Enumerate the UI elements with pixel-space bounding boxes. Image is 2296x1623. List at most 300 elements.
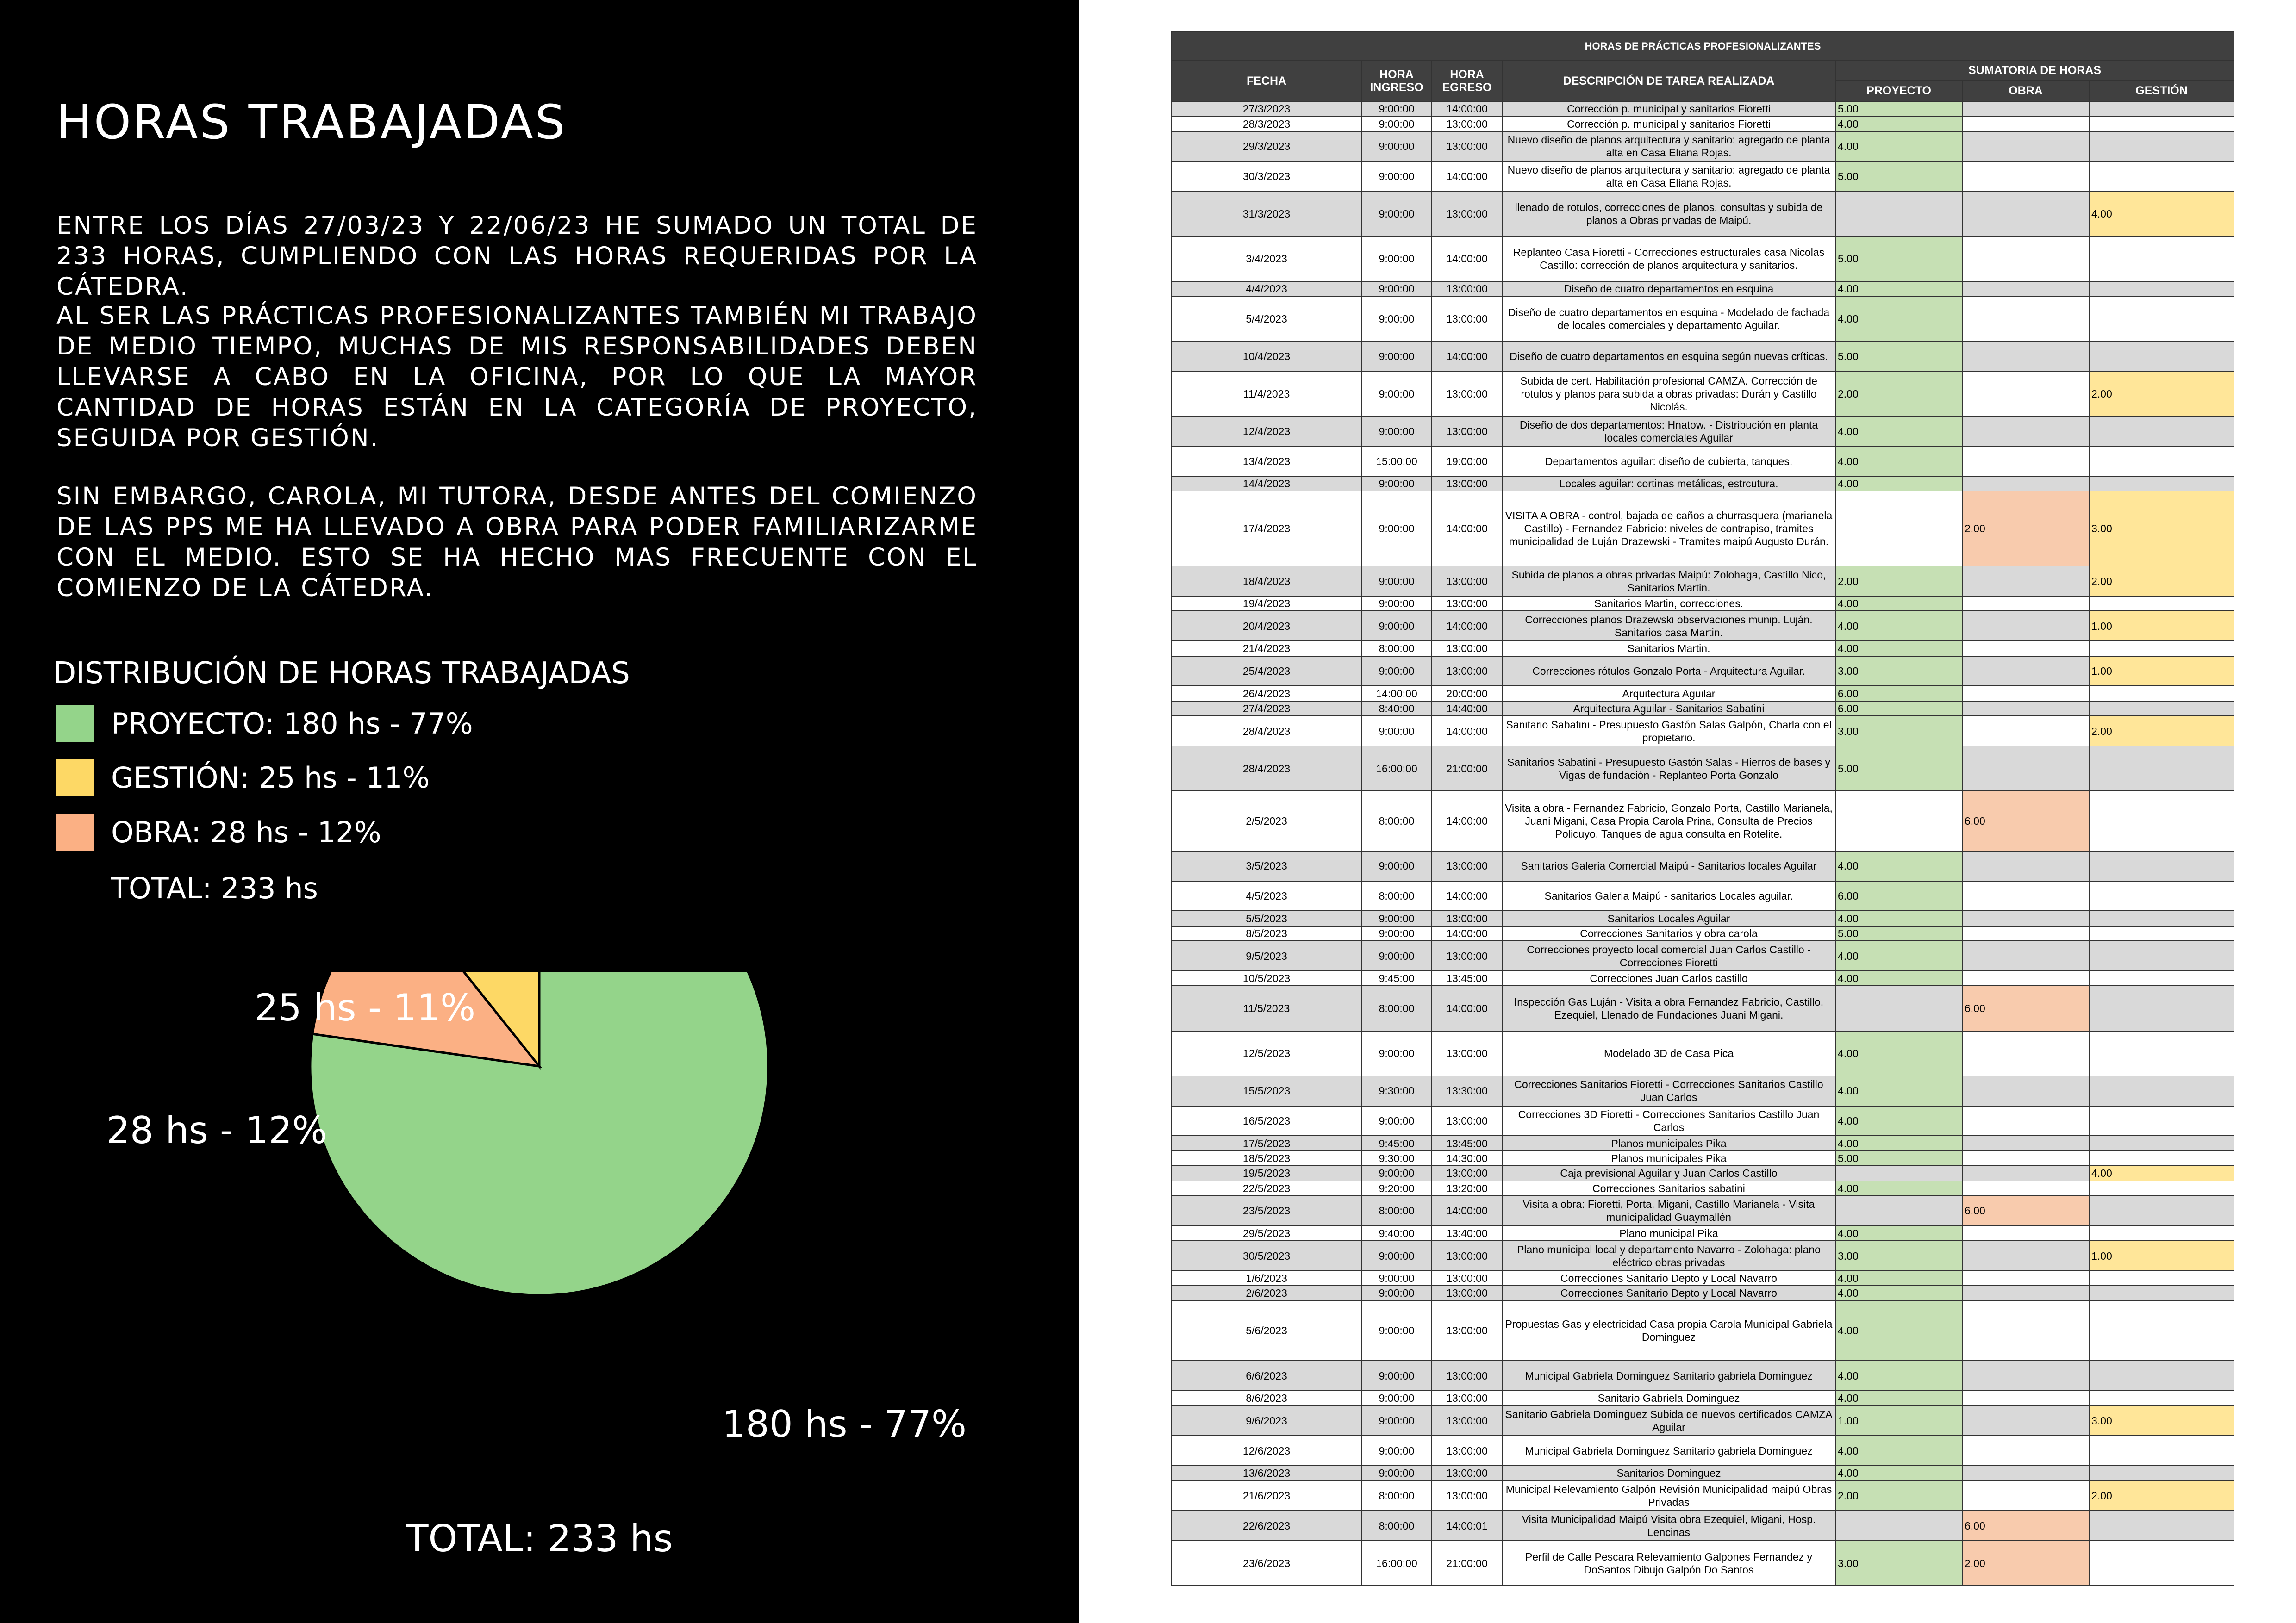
cell-ingreso: 8:00:00 — [1361, 1511, 1432, 1541]
table-row — [1172, 851, 2234, 881]
table-row — [1172, 1166, 2234, 1181]
table-row — [1172, 341, 2234, 371]
cell-descripcion: Correcciones Sanitarios sabatini — [1502, 1181, 1835, 1196]
cell-proyecto: 2.00 — [1835, 566, 1962, 596]
cell-obra — [1962, 1031, 2089, 1076]
cell-gestion — [2089, 596, 2234, 611]
cell-descripcion: Subida de planos a obras privadas Maipú: Zolohaga, Castillo Nico, Sanitarios Martin. — [1502, 566, 1835, 596]
cell-fecha: 22/5/2023 — [1172, 1181, 1361, 1196]
table-row — [1172, 296, 2234, 341]
table-row — [1172, 281, 2234, 296]
cell-gestion — [2089, 1436, 2234, 1466]
cell-obra — [1962, 371, 2089, 416]
cell-descripcion: Nuevo diseño de planos arquitectura y sanitario: agregado de planta alta en Casa Eliana Rojas. — [1502, 162, 1835, 192]
cell-proyecto: 4.00 — [1835, 1466, 1962, 1480]
cell-gestion: 2.00 — [2089, 1480, 2234, 1511]
cell-descripcion: Correcciones planos Drazewski observaciones munip. Luján. Sanitarios casa Martin. — [1502, 611, 1835, 641]
cell-ingreso: 16:00:00 — [1361, 746, 1432, 791]
cell-descripcion: Sanitario Gabriela Dominguez Subida de nuevos certificados CAMZA Aguilar — [1502, 1405, 1835, 1436]
header-obra: OBRA — [1962, 80, 2089, 101]
cell-proyecto: 4.00 — [1835, 416, 1962, 446]
cell-obra — [1962, 1405, 2089, 1436]
cell-egreso: 13:00:00 — [1432, 911, 1502, 926]
cell-ingreso: 9:45:00 — [1361, 1136, 1432, 1150]
cell-ingreso: 9:00:00 — [1361, 131, 1432, 162]
cell-ingreso: 9:00:00 — [1361, 1271, 1432, 1286]
site-paragraph: SIN EMBARGO, CAROLA, MI TUTORA, DESDE ANTES DEL COMIENZO DE LAS PPS ME HA LLEVADO A OBRA PARA PODER FAMILIARIZARME CON EL MEDIO. ESTO SE HA HECHO MAS FRECUENTE CON EL COMIENZO DE LA CÁTEDRA. — [56, 482, 978, 602]
cell-descripcion: Perfil de Calle Pescara Relevamiento Galpones Fernandez y DoSantos Dibujo Galpón Do Santos — [1502, 1541, 1835, 1586]
cell-proyecto: 4.00 — [1835, 116, 1962, 131]
cell-ingreso: 9:00:00 — [1361, 1286, 1432, 1300]
cell-fecha: 8/5/2023 — [1172, 926, 1361, 941]
cell-fecha: 25/4/2023 — [1172, 656, 1361, 686]
cell-obra — [1962, 446, 2089, 476]
cell-fecha: 4/4/2023 — [1172, 281, 1361, 296]
cell-obra — [1962, 416, 2089, 446]
table-row — [1172, 1136, 2234, 1150]
cell-proyecto — [1835, 491, 1962, 566]
legend-proyecto — [56, 705, 473, 742]
cell-proyecto: 4.00 — [1835, 1271, 1962, 1286]
cell-ingreso: 9:00:00 — [1361, 1241, 1432, 1271]
table-row — [1172, 881, 2234, 911]
cell-descripcion: Sanitarios Martin, correcciones. — [1502, 596, 1835, 611]
cell-fecha: 30/5/2023 — [1172, 1241, 1361, 1271]
cell-gestion: 4.00 — [2089, 1166, 2234, 1181]
table-row — [1172, 1106, 2234, 1136]
cell-egreso: 14:00:00 — [1432, 162, 1502, 192]
cell-proyecto: 4.00 — [1835, 476, 1962, 491]
cell-ingreso: 9:00:00 — [1361, 611, 1432, 641]
cell-obra — [1962, 1181, 2089, 1196]
cell-descripcion: Correcciones Sanitarios Fioretti - Correcciones Sanitarios Castillo Juan Carlos — [1502, 1076, 1835, 1106]
cell-gestion: 2.00 — [2089, 566, 2234, 596]
table-row — [1172, 1271, 2234, 1286]
table-row — [1172, 1151, 2234, 1166]
cell-obra — [1962, 1076, 2089, 1106]
header-proyecto: PROYECTO — [1835, 80, 1962, 101]
table-row — [1172, 191, 2234, 236]
cell-gestion — [2089, 416, 2234, 446]
table-row — [1172, 1181, 2234, 1196]
header-ingreso: HORA INGRESO — [1361, 61, 1432, 101]
cell-obra — [1962, 1361, 2089, 1391]
cell-obra — [1962, 596, 2089, 611]
cell-fecha: 12/6/2023 — [1172, 1436, 1361, 1466]
table-row — [1172, 746, 2234, 791]
table-row — [1172, 926, 2234, 941]
cell-gestion — [2089, 1226, 2234, 1241]
cell-proyecto: 4.00 — [1835, 911, 1962, 926]
cell-gestion — [2089, 1136, 2234, 1150]
cell-proyecto: 4.00 — [1835, 641, 1962, 656]
table-row — [1172, 656, 2234, 686]
table-row — [1172, 1226, 2234, 1241]
cell-obra — [1962, 191, 2089, 236]
cell-obra — [1962, 1466, 2089, 1480]
cell-proyecto: 4.00 — [1835, 971, 1962, 986]
cell-proyecto: 6.00 — [1835, 686, 1962, 701]
cell-obra — [1962, 296, 2089, 341]
cell-ingreso: 9:00:00 — [1361, 1436, 1432, 1466]
cell-obra — [1962, 1226, 2089, 1241]
cell-ingreso: 9:00:00 — [1361, 656, 1432, 686]
cell-gestion — [2089, 941, 2234, 971]
cell-ingreso: 9:00:00 — [1361, 416, 1432, 446]
cell-proyecto — [1835, 1166, 1962, 1181]
cell-egreso: 19:00:00 — [1432, 446, 1502, 476]
cell-fecha: 29/3/2023 — [1172, 131, 1361, 162]
header-gestion: GESTIÓN — [2089, 80, 2234, 101]
cell-fecha: 10/5/2023 — [1172, 971, 1361, 986]
cell-proyecto: 5.00 — [1835, 926, 1962, 941]
table-row — [1172, 1511, 2234, 1541]
cell-obra — [1962, 911, 2089, 926]
table-row — [1172, 236, 2234, 281]
cell-gestion — [2089, 911, 2234, 926]
cell-proyecto: 4.00 — [1835, 446, 1962, 476]
cell-fecha: 12/5/2023 — [1172, 1031, 1361, 1076]
cell-ingreso: 9:00:00 — [1361, 371, 1432, 416]
cell-fecha: 21/6/2023 — [1172, 1480, 1361, 1511]
table-row — [1172, 971, 2234, 986]
table-row — [1172, 986, 2234, 1031]
cell-egreso: 14:00:00 — [1432, 101, 1502, 116]
cell-proyecto: 3.00 — [1835, 716, 1962, 746]
cell-descripcion: Modelado 3D de Casa Pica — [1502, 1031, 1835, 1076]
cell-fecha: 14/4/2023 — [1172, 476, 1361, 491]
cell-proyecto: 4.00 — [1835, 1286, 1962, 1300]
cell-proyecto: 5.00 — [1835, 746, 1962, 791]
cell-descripcion: Propuestas Gas y electricidad Casa propia Carola Municipal Gabriela Dominguez — [1502, 1301, 1835, 1361]
cell-fecha: 18/4/2023 — [1172, 566, 1361, 596]
legend-total: TOTAL: 233 hs — [111, 871, 318, 905]
table-row — [1172, 1480, 2234, 1511]
table-row — [1172, 911, 2234, 926]
legend-label-obra: OBRA: 28 hs - 12% — [111, 815, 381, 849]
cell-proyecto: 4.00 — [1835, 1361, 1962, 1391]
cell-ingreso: 9:00:00 — [1361, 341, 1432, 371]
cell-proyecto: 4.00 — [1835, 851, 1962, 881]
cell-gestion — [2089, 296, 2234, 341]
cell-egreso: 13:40:00 — [1432, 1226, 1502, 1241]
cell-proyecto: 4.00 — [1835, 1226, 1962, 1241]
cell-gestion — [2089, 446, 2234, 476]
cell-gestion — [2089, 1181, 2234, 1196]
intro-paragraph: ENTRE LOS DÍAS 27/03/23 Y 22/06/23 HE SUMADO UN TOTAL DE 233 HORAS, CUMPLIENDO CON LAS HORAS REQUERIDAS POR LA CÁTEDRA. — [56, 211, 978, 301]
table-row — [1172, 116, 2234, 131]
pie-label-proyecto: 180 hs - 77% — [722, 1403, 967, 1446]
cell-obra: 6.00 — [1962, 1511, 2089, 1541]
cell-obra: 6.00 — [1962, 986, 2089, 1031]
cell-gestion — [2089, 926, 2234, 941]
cell-obra — [1962, 236, 2089, 281]
table-row — [1172, 446, 2234, 476]
cell-ingreso: 9:00:00 — [1361, 476, 1432, 491]
cell-egreso: 21:00:00 — [1432, 1541, 1502, 1586]
cell-ingreso: 9:00:00 — [1361, 162, 1432, 192]
cell-descripcion: Municipal Relevamiento Galpón Revisión Municipalidad maipú Obras Privadas — [1502, 1480, 1835, 1511]
cell-proyecto: 4.00 — [1835, 1301, 1962, 1361]
table-row — [1172, 371, 2234, 416]
cell-fecha: 5/5/2023 — [1172, 911, 1361, 926]
table-row — [1172, 701, 2234, 716]
table-body — [1172, 101, 2234, 1586]
cell-obra — [1962, 1301, 2089, 1361]
table-row — [1172, 566, 2234, 596]
cell-ingreso: 9:00:00 — [1361, 236, 1432, 281]
cell-ingreso: 8:00:00 — [1361, 881, 1432, 911]
legend-label-gestion: GESTIÓN: 25 hs - 11% — [111, 760, 430, 795]
cell-descripcion: Visita a obra - Fernandez Fabricio, Gonzalo Porta, Castillo Marianela, Juani Migani, Casa Propia Carola Prina, Consulta de Precios Policuyo, Tanques de agua consulta en Rotelite. — [1502, 791, 1835, 851]
table-row — [1172, 491, 2234, 566]
cell-descripcion: Diseño de cuatro departamentos en esquina - Modelado de fachada de locales comerciales y departamento Aguilar. — [1502, 296, 1835, 341]
cell-gestion — [2089, 116, 2234, 131]
cell-ingreso: 8:00:00 — [1361, 641, 1432, 656]
cell-obra — [1962, 1106, 2089, 1136]
cell-obra — [1962, 1166, 2089, 1181]
cell-ingreso: 9:00:00 — [1361, 1106, 1432, 1136]
cell-gestion — [2089, 1151, 2234, 1166]
cell-obra — [1962, 1391, 2089, 1405]
cell-fecha: 22/6/2023 — [1172, 1511, 1361, 1541]
cell-fecha: 28/4/2023 — [1172, 746, 1361, 791]
cell-proyecto: 2.00 — [1835, 1480, 1962, 1511]
cell-ingreso: 9:00:00 — [1361, 281, 1432, 296]
cell-egreso: 13:00:00 — [1432, 1106, 1502, 1136]
cell-obra — [1962, 1480, 2089, 1511]
cell-egreso: 14:00:00 — [1432, 716, 1502, 746]
cell-gestion: 1.00 — [2089, 611, 2234, 641]
cell-ingreso: 9:00:00 — [1361, 116, 1432, 131]
table-row — [1172, 1361, 2234, 1391]
cell-proyecto: 4.00 — [1835, 1181, 1962, 1196]
cell-obra — [1962, 656, 2089, 686]
cell-obra — [1962, 281, 2089, 296]
cell-descripcion: Departamentos aguilar: diseño de cubierta, tanques. — [1502, 446, 1835, 476]
cell-fecha: 11/5/2023 — [1172, 986, 1361, 1031]
cell-ingreso: 9:45:00 — [1361, 971, 1432, 986]
cell-egreso: 14:00:00 — [1432, 926, 1502, 941]
cell-descripcion: Correcciones Juan Carlos castillo — [1502, 971, 1835, 986]
legend-swatch-obra — [56, 814, 94, 851]
cell-gestion: 3.00 — [2089, 491, 2234, 566]
table-row — [1172, 162, 2234, 192]
cell-egreso: 13:00:00 — [1432, 1031, 1502, 1076]
cell-egreso: 14:30:00 — [1432, 1151, 1502, 1166]
cell-descripcion: Plano municipal local y departamento Navarro - Zolohaga: plano eléctrico obras privadas — [1502, 1241, 1835, 1271]
cell-obra — [1962, 131, 2089, 162]
cell-ingreso: 9:00:00 — [1361, 851, 1432, 881]
cell-gestion — [2089, 686, 2234, 701]
cell-descripcion: Correcciones Sanitario Depto y Local Navarro — [1502, 1271, 1835, 1286]
cell-descripcion: Sanitario Gabriela Dominguez — [1502, 1391, 1835, 1405]
cell-ingreso: 15:00:00 — [1361, 446, 1432, 476]
cell-descripcion: Planos municipales Pika — [1502, 1151, 1835, 1166]
cell-proyecto: 4.00 — [1835, 1106, 1962, 1136]
header-fecha: FECHA — [1172, 61, 1361, 101]
cell-ingreso: 8:00:00 — [1361, 791, 1432, 851]
cell-fecha: 29/5/2023 — [1172, 1226, 1361, 1241]
cell-obra: 2.00 — [1962, 1541, 2089, 1586]
cell-ingreso: 9:00:00 — [1361, 101, 1432, 116]
cell-fecha: 2/6/2023 — [1172, 1286, 1361, 1300]
table-row — [1172, 596, 2234, 611]
cell-obra — [1962, 1286, 2089, 1300]
cell-proyecto — [1835, 1511, 1962, 1541]
cell-gestion: 2.00 — [2089, 716, 2234, 746]
table-row — [1172, 476, 2234, 491]
table-row — [1172, 1436, 2234, 1466]
cell-egreso: 14:00:00 — [1432, 791, 1502, 851]
cell-fecha: 13/4/2023 — [1172, 446, 1361, 476]
cell-proyecto: 4.00 — [1835, 296, 1962, 341]
cell-fecha: 4/5/2023 — [1172, 881, 1361, 911]
cell-gestion — [2089, 476, 2234, 491]
cell-egreso: 21:00:00 — [1432, 746, 1502, 791]
cell-descripcion: Visita Municipalidad Maipú Visita obra Ezequiel, Migani, Hosp. Lencinas — [1502, 1511, 1835, 1541]
cell-descripcion: Arquitectura Aguilar - Sanitarios Sabatini — [1502, 701, 1835, 716]
cell-egreso: 13:00:00 — [1432, 1480, 1502, 1511]
cell-descripcion: Diseño de cuatro departamentos en esquina según nuevas críticas. — [1502, 341, 1835, 371]
cell-gestion — [2089, 701, 2234, 716]
cell-obra — [1962, 1436, 2089, 1466]
cell-gestion: 1.00 — [2089, 656, 2234, 686]
cell-proyecto: 4.00 — [1835, 131, 1962, 162]
table-row — [1172, 1196, 2234, 1226]
cell-gestion — [2089, 1196, 2234, 1226]
cell-proyecto: 4.00 — [1835, 281, 1962, 296]
cell-ingreso: 8:00:00 — [1361, 986, 1432, 1031]
cell-gestion — [2089, 281, 2234, 296]
table-row — [1172, 1405, 2234, 1436]
cell-egreso: 14:00:00 — [1432, 236, 1502, 281]
cell-egreso: 13:45:00 — [1432, 1136, 1502, 1150]
cell-fecha: 15/5/2023 — [1172, 1076, 1361, 1106]
cell-fecha: 3/5/2023 — [1172, 851, 1361, 881]
cell-fecha: 23/6/2023 — [1172, 1541, 1361, 1586]
cell-egreso: 13:00:00 — [1432, 116, 1502, 131]
cell-egreso: 13:00:00 — [1432, 1466, 1502, 1480]
cell-descripcion: Sanitarios Dominguez — [1502, 1466, 1835, 1480]
cell-ingreso: 9:40:00 — [1361, 1226, 1432, 1241]
cell-fecha: 19/5/2023 — [1172, 1166, 1361, 1181]
cell-proyecto: 5.00 — [1835, 236, 1962, 281]
cell-descripcion: Sanitarios Galeria Comercial Maipú - Sanitarios locales Aguilar — [1502, 851, 1835, 881]
cell-egreso: 13:00:00 — [1432, 941, 1502, 971]
cell-fecha: 9/6/2023 — [1172, 1405, 1361, 1436]
cell-fecha: 11/4/2023 — [1172, 371, 1361, 416]
header-sumatoria: SUMATORIA DE HORAS — [1835, 61, 2234, 80]
cell-gestion: 4.00 — [2089, 191, 2234, 236]
cell-fecha: 8/6/2023 — [1172, 1391, 1361, 1405]
table-row — [1172, 686, 2234, 701]
cell-gestion — [2089, 851, 2234, 881]
table-row — [1172, 101, 2234, 116]
table-row — [1172, 1031, 2234, 1076]
legend-gestion — [56, 759, 430, 796]
cell-descripcion: Sanitarios Locales Aguilar — [1502, 911, 1835, 926]
cell-descripcion: Municipal Gabriela Dominguez Sanitario gabriela Dominguez — [1502, 1361, 1835, 1391]
cell-proyecto: 4.00 — [1835, 1076, 1962, 1106]
cell-descripcion: Sanitarios Martin. — [1502, 641, 1835, 656]
table-row — [1172, 1391, 2234, 1405]
cell-obra — [1962, 716, 2089, 746]
cell-descripcion: VISITA A OBRA - control, bajada de caños a churrasquera (marianela Castillo) - Fernandez Fabricio: niveles de contrapiso, tramites municipalidad de Luján Drazewski - Tramites maipú Augusto Durán. — [1502, 491, 1835, 566]
cell-egreso: 13:00:00 — [1432, 641, 1502, 656]
legend-swatch-proyecto — [56, 705, 94, 742]
cell-descripcion: Corrección p. municipal y sanitarios Fioretti — [1502, 116, 1835, 131]
cell-ingreso: 9:30:00 — [1361, 1151, 1432, 1166]
cell-egreso: 13:00:00 — [1432, 1301, 1502, 1361]
cell-descripcion: Replanteo Casa Fioretti - Correcciones estructurales casa Nicolas Castillo: corrección de planos arquitectura y sanitarios. — [1502, 236, 1835, 281]
cell-proyecto: 4.00 — [1835, 1031, 1962, 1076]
cell-fecha: 9/5/2023 — [1172, 941, 1361, 971]
cell-obra — [1962, 881, 2089, 911]
cell-fecha: 16/5/2023 — [1172, 1106, 1361, 1136]
pie-total-label: TOTAL: 233 hs — [406, 1517, 673, 1560]
hours-table — [1171, 31, 2234, 1586]
cell-fecha: 19/4/2023 — [1172, 596, 1361, 611]
page-title: HORAS TRABAJADAS — [56, 95, 567, 150]
cell-descripcion: Corrección p. municipal y sanitarios Fioretti — [1502, 101, 1835, 116]
cell-gestion — [2089, 986, 2234, 1031]
cell-obra — [1962, 116, 2089, 131]
cell-fecha: 26/4/2023 — [1172, 686, 1361, 701]
cell-descripcion: Caja previsional Aguilar y Juan Carlos Castillo — [1502, 1166, 1835, 1181]
cell-egreso: 14:00:00 — [1432, 611, 1502, 641]
cell-descripcion: Diseño de dos departamentos: Hnatow. - Distribución en planta locales comerciales Aguilar — [1502, 416, 1835, 446]
cell-ingreso: 9:00:00 — [1361, 566, 1432, 596]
cell-egreso: 14:40:00 — [1432, 701, 1502, 716]
cell-descripcion: Inspección Gas Luján - Visita a obra Fernandez Fabricio, Castillo, Ezequiel, Llenado de Fundaciones Juani Migani. — [1502, 986, 1835, 1031]
cell-descripcion: Subida de cert. Habilitación profesional CAMZA. Corrección de rotulos y planos para subida a obras privadas: Durán y Castillo Nicolás. — [1502, 371, 1835, 416]
table-row — [1172, 131, 2234, 162]
cell-proyecto: 4.00 — [1835, 611, 1962, 641]
cell-ingreso: 9:00:00 — [1361, 1391, 1432, 1405]
cell-ingreso: 9:00:00 — [1361, 926, 1432, 941]
legend-swatch-gestion — [56, 759, 94, 796]
cell-egreso: 13:30:00 — [1432, 1076, 1502, 1106]
cell-obra: 6.00 — [1962, 791, 2089, 851]
cell-descripcion: Sanitario Sabatini - Presupuesto Gastón Salas Galpón, Charla con el propietario. — [1502, 716, 1835, 746]
cell-gestion — [2089, 131, 2234, 162]
cell-egreso: 14:00:00 — [1432, 881, 1502, 911]
cell-fecha: 18/5/2023 — [1172, 1151, 1361, 1166]
cell-obra — [1962, 566, 2089, 596]
cell-descripcion: Correcciones Sanitario Depto y Local Navarro — [1502, 1286, 1835, 1300]
cell-gestion — [2089, 1271, 2234, 1286]
cell-egreso: 13:00:00 — [1432, 656, 1502, 686]
cell-fecha: 2/5/2023 — [1172, 791, 1361, 851]
cell-gestion — [2089, 971, 2234, 986]
cell-gestion — [2089, 1541, 2234, 1586]
cell-obra — [1962, 701, 2089, 716]
cell-fecha: 28/4/2023 — [1172, 716, 1361, 746]
cell-obra — [1962, 1151, 2089, 1166]
cell-gestion — [2089, 1286, 2234, 1300]
cell-fecha: 23/5/2023 — [1172, 1196, 1361, 1226]
cell-egreso: 14:00:01 — [1432, 1511, 1502, 1541]
cell-descripcion: Visita a obra: Fioretti, Porta, Migani, Castillo Marianela - Visita municipalidad Guaymallén — [1502, 1196, 1835, 1226]
cell-fecha: 31/3/2023 — [1172, 191, 1361, 236]
summary-panel — [0, 0, 1079, 1623]
cell-descripcion: Nuevo diseño de planos arquitectura y sanitario: agregado de planta alta en Casa Eliana Rojas. — [1502, 131, 1835, 162]
cell-gestion — [2089, 1301, 2234, 1361]
cell-egreso: 13:00:00 — [1432, 1391, 1502, 1405]
cell-fecha: 20/4/2023 — [1172, 611, 1361, 641]
cell-ingreso: 9:00:00 — [1361, 1031, 1432, 1076]
